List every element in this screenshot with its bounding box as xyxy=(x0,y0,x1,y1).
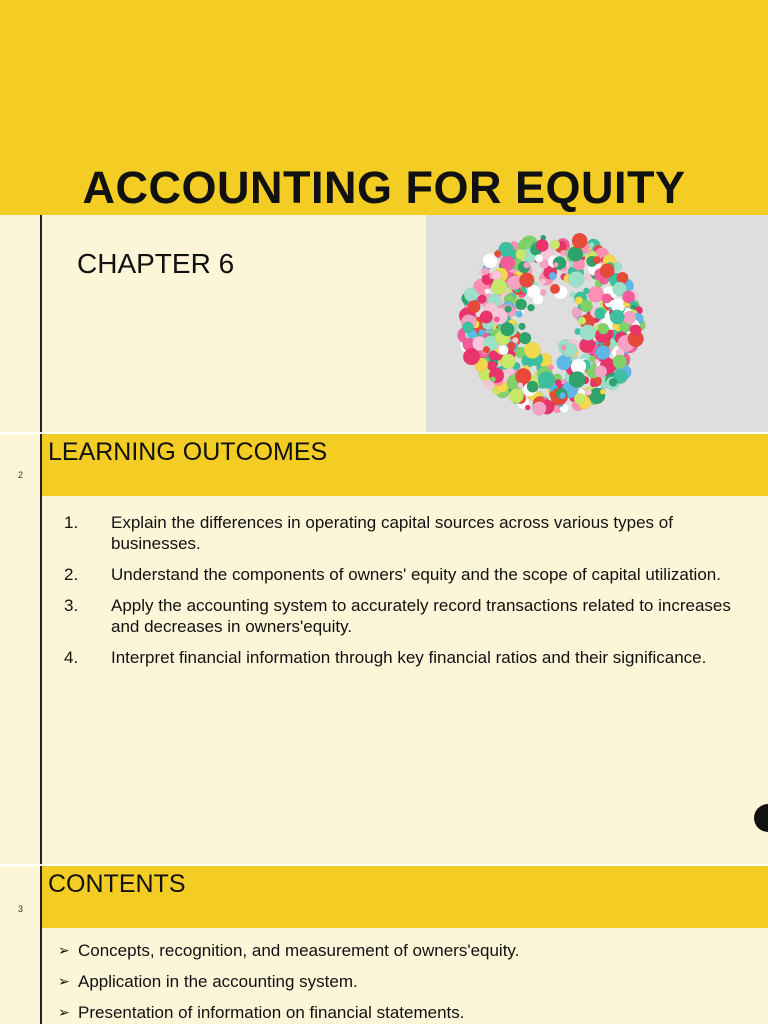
outcomes-list xyxy=(64,512,744,678)
pompom-ball xyxy=(568,247,583,262)
pompom-ball xyxy=(523,262,530,269)
list-item xyxy=(58,971,758,992)
pompom-ball xyxy=(550,240,560,250)
bullet-arrow-icon: ➢ xyxy=(58,973,70,989)
pompom-ball xyxy=(570,292,575,297)
item-number: 4. xyxy=(64,648,79,667)
pompom-ball xyxy=(553,262,558,267)
pompom-ball xyxy=(580,300,592,312)
pompom-ball xyxy=(593,256,601,264)
pompom-ball xyxy=(574,393,585,404)
bullet-arrow-icon: ➢ xyxy=(58,942,70,958)
pompom-ball xyxy=(610,310,625,325)
pompom-ball xyxy=(517,382,523,388)
item-text: Concepts, recognition, and measurement of owners'equity. xyxy=(78,941,520,960)
pompom-ball xyxy=(495,354,502,361)
slide-title: ACCOUNTING FOR EQUITY xyxy=(82,162,686,213)
list-item xyxy=(58,940,758,961)
pompom-ball xyxy=(483,346,490,353)
pompom-ball xyxy=(525,405,530,410)
pompom-ball xyxy=(515,368,531,384)
slide-number: 2 xyxy=(18,470,24,480)
pompom-ball xyxy=(630,325,641,336)
pompom-ball xyxy=(505,306,512,313)
contents-slide xyxy=(0,866,768,1024)
pompom-ball xyxy=(519,332,531,344)
pompom-ball xyxy=(536,239,548,251)
list-item xyxy=(64,647,744,668)
list-item xyxy=(64,595,744,637)
pompom-ball xyxy=(560,250,567,257)
pompom-ball xyxy=(555,379,562,386)
pompom-ball xyxy=(490,376,496,382)
pompom-ball xyxy=(561,345,566,350)
pompom-ball xyxy=(499,345,509,355)
pompom-ball xyxy=(589,242,594,247)
pompom-ball xyxy=(509,369,515,375)
item-text: Understand the components of owners' equity and the scope of capital utilization. xyxy=(111,565,721,584)
item-text: Interpret financial information through key financial ratios and their significance. xyxy=(111,648,707,667)
pompom-ball xyxy=(559,392,566,399)
pompom-ball xyxy=(516,249,527,260)
pompom-ball xyxy=(613,355,627,369)
pompom-ball xyxy=(548,364,554,370)
pompom-ball xyxy=(516,311,523,318)
pompom-ball xyxy=(532,402,546,416)
pompom-ball xyxy=(583,288,589,294)
item-number: 1. xyxy=(64,513,79,532)
pompom-ball xyxy=(588,286,604,302)
pompom-ball xyxy=(623,311,636,324)
pompom-wreath-image xyxy=(426,215,768,432)
pompom-ball xyxy=(578,317,586,325)
pompom-ball xyxy=(549,272,557,280)
title-slide xyxy=(0,0,768,432)
wreath-graphic xyxy=(426,215,768,432)
pompom-ball xyxy=(585,274,591,280)
pompom-ball xyxy=(550,284,560,294)
pompom-ball xyxy=(485,289,490,294)
pompom-ball xyxy=(598,323,609,334)
pompom-ball xyxy=(494,317,500,323)
pompom-ball xyxy=(494,250,501,257)
pompom-ball xyxy=(540,279,546,285)
pompom-ball xyxy=(595,365,607,377)
pompom-ball xyxy=(519,323,526,330)
pompom-ball xyxy=(501,354,516,369)
pompom-ball xyxy=(463,348,480,365)
pompom-ball xyxy=(519,273,534,288)
chapter-subtitle: CHAPTER 6 xyxy=(77,248,235,279)
pompom-ball xyxy=(509,389,524,404)
list-item xyxy=(64,512,744,554)
pompom-ball xyxy=(622,291,634,303)
item-text: Apply the accounting system to accurately record transactions related to increases and decreases in owners'equity. xyxy=(111,596,731,636)
item-text: Explain the differences in operating capital sources across various types of businesses. xyxy=(111,513,673,553)
pompom-ball xyxy=(501,322,515,336)
pompom-ball xyxy=(572,233,587,248)
pompom-ball xyxy=(478,295,487,304)
pompom-ball xyxy=(524,342,541,359)
pompom-ball xyxy=(480,311,493,324)
pompom-ball xyxy=(538,372,555,389)
pompom-ball xyxy=(580,325,596,341)
item-text: Presentation of information on financial statements. xyxy=(78,1003,465,1022)
pompom-ball xyxy=(596,345,611,360)
bullet-arrow-icon: ➢ xyxy=(58,1004,70,1020)
pompom-ball xyxy=(585,389,591,395)
slide-heading: LEARNING OUTCOMES xyxy=(48,438,328,466)
pompom-ball xyxy=(535,254,543,262)
pompom-ball xyxy=(568,271,584,287)
pompom-ball xyxy=(515,299,526,310)
left-rule xyxy=(40,215,42,432)
pompom-ball xyxy=(491,279,507,295)
contents-list xyxy=(58,940,758,1024)
pompom-ball xyxy=(609,378,617,386)
pompom-ball xyxy=(602,294,612,304)
pompom-ball xyxy=(482,267,490,275)
pompom-ball xyxy=(464,288,478,302)
item-number: 3. xyxy=(64,596,79,615)
pompom-ball xyxy=(527,304,534,311)
pompom-ball xyxy=(569,371,585,387)
pompom-ball xyxy=(462,322,473,333)
slide-number: 3 xyxy=(18,904,24,914)
learning-outcomes-slide xyxy=(0,434,768,864)
pompom-ball xyxy=(479,329,485,335)
pompom-ball xyxy=(590,381,596,387)
pompom-ball xyxy=(589,356,595,362)
pompom-ball xyxy=(477,365,484,372)
list-item xyxy=(64,564,744,585)
list-item xyxy=(58,1002,758,1023)
item-text: Application in the accounting system. xyxy=(78,972,358,991)
pompom-ball xyxy=(600,264,614,278)
item-number: 2. xyxy=(64,565,79,584)
slide-heading: CONTENTS xyxy=(48,870,186,898)
scroll-indicator-dot[interactable] xyxy=(754,804,768,832)
left-rule xyxy=(40,434,42,864)
pompom-ball xyxy=(507,342,515,350)
pompom-ball xyxy=(600,389,606,395)
pompom-ball xyxy=(527,381,538,392)
